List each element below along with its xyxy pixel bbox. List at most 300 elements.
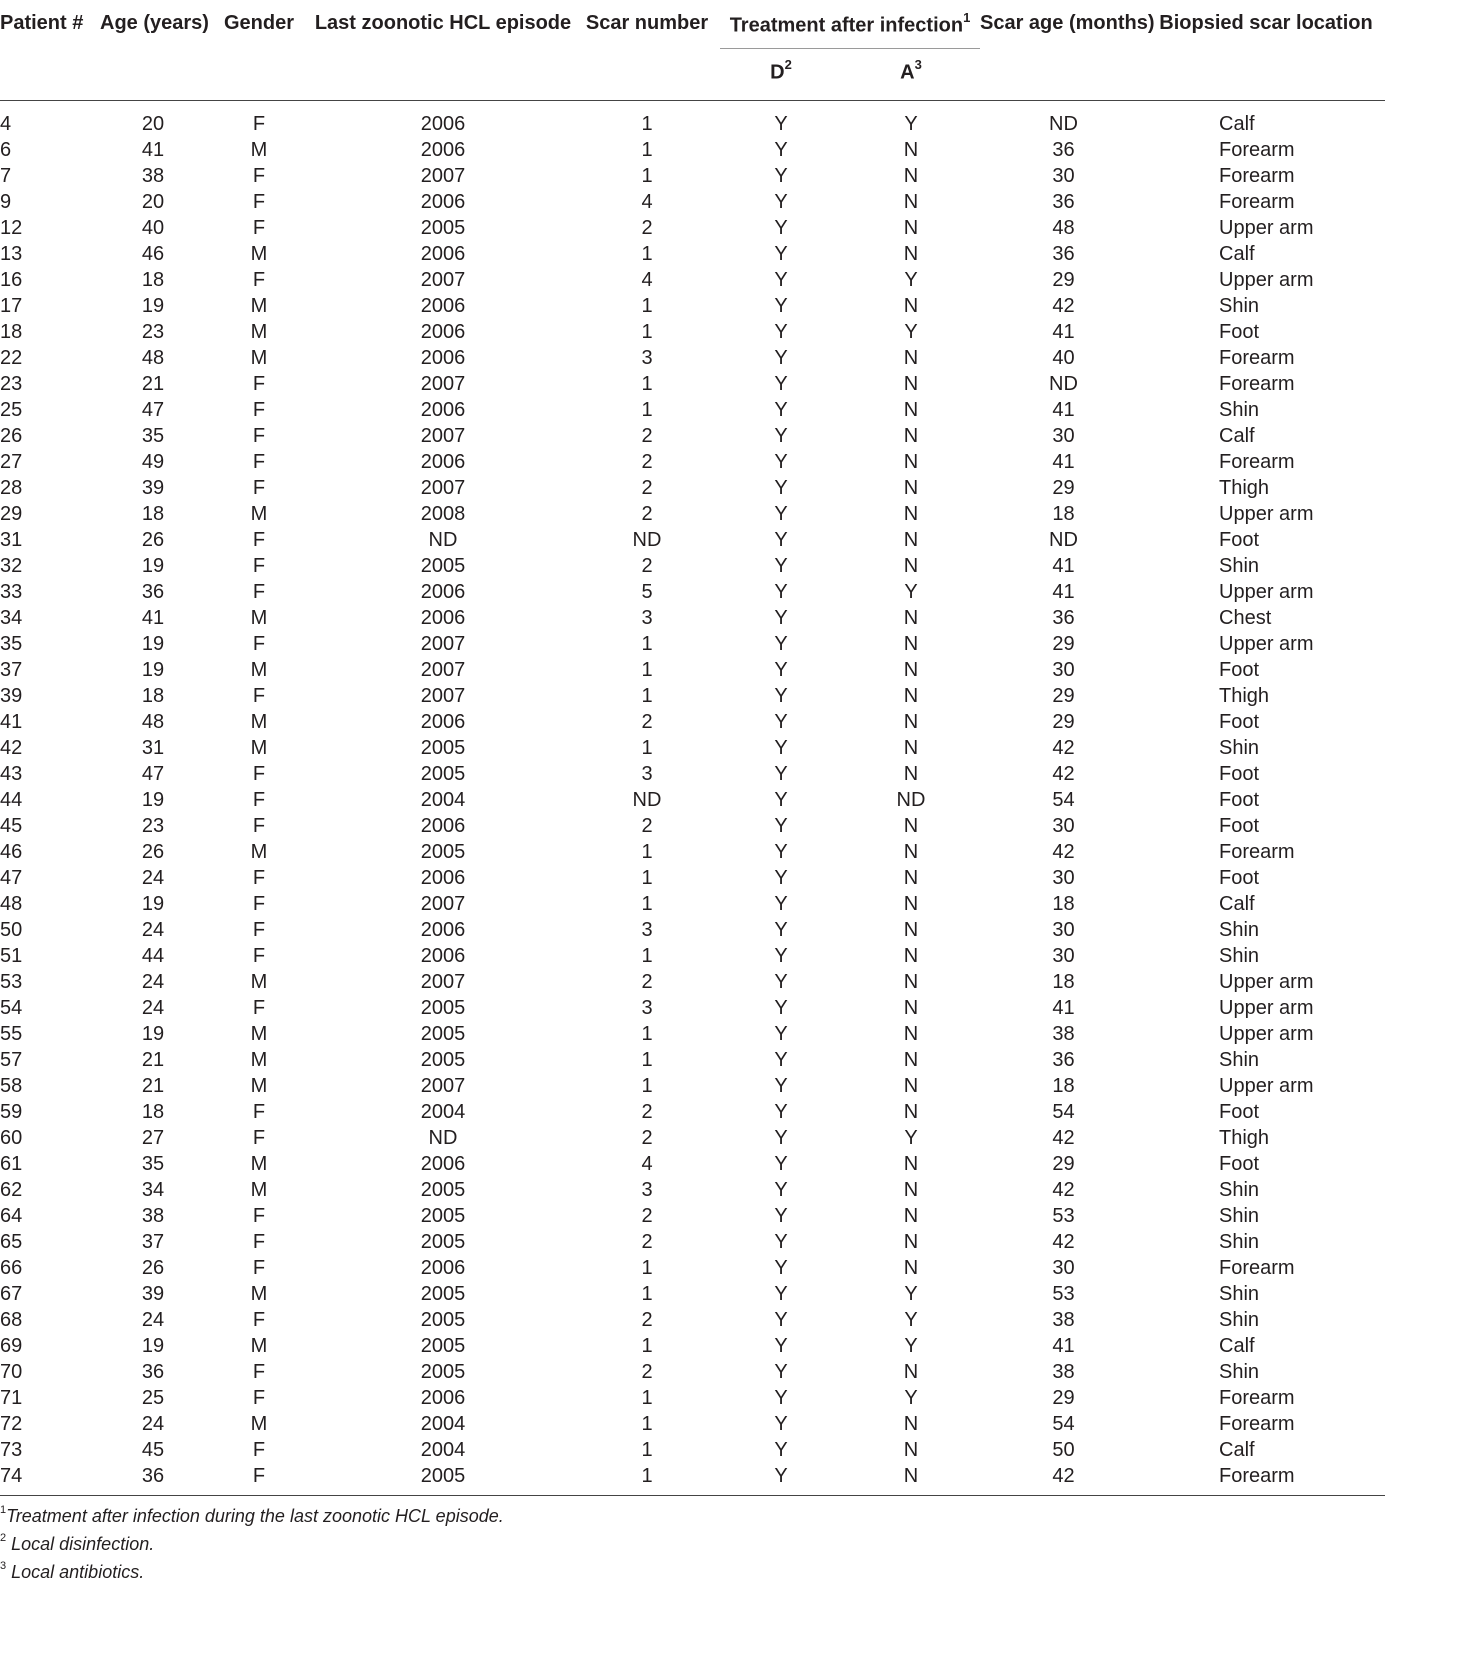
gender-cell: F bbox=[252, 1100, 266, 1123]
age-cell: 24 bbox=[141, 1412, 165, 1435]
treatment-d-cell: Y bbox=[774, 996, 788, 1019]
scar-number-cell: 2 bbox=[641, 1126, 653, 1149]
table-row bbox=[0, 1047, 1385, 1073]
treatment-d-cell: Y bbox=[774, 138, 788, 161]
treatment-d-cell: Y bbox=[774, 736, 788, 759]
scar-number-cell: 2 bbox=[641, 1308, 653, 1331]
patient-cell: 35 bbox=[0, 632, 23, 655]
header-treatment-footnote-mark: 1 bbox=[963, 10, 971, 25]
age-cell: 35 bbox=[141, 424, 165, 447]
last-episode-cell: 2007 bbox=[420, 424, 466, 447]
table-row bbox=[0, 891, 1385, 917]
patient-cell: 55 bbox=[0, 1022, 23, 1045]
patient-cell: 66 bbox=[0, 1256, 23, 1279]
scar-number-cell: 1 bbox=[641, 944, 653, 967]
treatment-d-cell: Y bbox=[774, 320, 788, 343]
treatment-a-cell: N bbox=[903, 502, 919, 525]
last-episode-cell: 2005 bbox=[420, 996, 466, 1019]
treatment-a-cell: N bbox=[903, 762, 919, 785]
scar-number-cell: 1 bbox=[641, 632, 653, 655]
age-cell: 18 bbox=[141, 502, 165, 525]
patient-cell: 37 bbox=[0, 658, 23, 681]
last-episode-cell: 2007 bbox=[420, 632, 466, 655]
location-cell: Shin bbox=[1219, 398, 1260, 421]
scar-number-cell: 1 bbox=[641, 398, 653, 421]
treatment-d-cell: Y bbox=[774, 346, 788, 369]
last-episode-cell: 2005 bbox=[420, 1022, 466, 1045]
scar-number-cell: 1 bbox=[641, 164, 653, 187]
scar-age-cell: 41 bbox=[1052, 996, 1075, 1019]
treatment-a-cell: N bbox=[903, 346, 919, 369]
scar-age-cell: 42 bbox=[1052, 736, 1075, 759]
age-cell: 23 bbox=[141, 814, 165, 837]
scar-age-cell: 30 bbox=[1052, 918, 1075, 941]
location-cell: Foot bbox=[1219, 1152, 1260, 1175]
patient-cell: 41 bbox=[0, 710, 23, 733]
patient-cell: 72 bbox=[0, 1412, 23, 1435]
gender-cell: F bbox=[252, 164, 266, 187]
location-cell: Shin bbox=[1219, 1308, 1260, 1331]
last-episode-cell: 2006 bbox=[420, 398, 466, 421]
scar-age-cell: 30 bbox=[1052, 424, 1075, 447]
location-cell: Shin bbox=[1219, 736, 1260, 759]
scar-number-cell: 1 bbox=[641, 138, 653, 161]
age-cell: 45 bbox=[141, 1438, 165, 1461]
last-episode-cell: 2006 bbox=[420, 944, 466, 967]
last-episode-cell: 2005 bbox=[312, 1463, 574, 1496]
treatment-d-cell: Y bbox=[774, 658, 788, 681]
gender-cell: F bbox=[252, 476, 266, 499]
patient-cell: 4 bbox=[0, 112, 12, 135]
treatment-d-cell: Y bbox=[774, 1100, 788, 1123]
scar-number-cell: 2 bbox=[641, 1230, 653, 1253]
footnotes bbox=[0, 1500, 504, 1584]
treatment-d-cell: Y bbox=[774, 554, 788, 577]
location-cell: Chest bbox=[1219, 606, 1272, 629]
patient-cell: 17 bbox=[0, 294, 23, 317]
treatment-d-cell: Y bbox=[774, 1152, 788, 1175]
scar-age-cell: 38 bbox=[1052, 1022, 1075, 1045]
scar-age-cell: 29 bbox=[1052, 476, 1075, 499]
last-episode-cell: 2006 bbox=[420, 346, 466, 369]
age-cell: 21 bbox=[141, 1074, 165, 1097]
last-episode-cell: 2007 bbox=[420, 970, 466, 993]
treatment-d-cell: Y bbox=[774, 1178, 788, 1201]
location-cell: Shin bbox=[1219, 918, 1260, 941]
scar-number-cell: 1 bbox=[641, 1022, 653, 1045]
location-cell: Shin bbox=[1219, 1360, 1260, 1383]
scar-age-cell: 29 bbox=[1052, 632, 1075, 655]
age-cell: 39 bbox=[141, 476, 165, 499]
gender-cell: F bbox=[252, 268, 266, 291]
table-row bbox=[0, 995, 1385, 1021]
location-cell: Foot bbox=[1219, 528, 1260, 551]
patient-cell: 16 bbox=[0, 268, 23, 291]
last-episode-cell: 2006 bbox=[420, 320, 466, 343]
age-cell: 31 bbox=[141, 736, 165, 759]
gender-cell: F bbox=[252, 528, 266, 551]
treatment-d-cell: Y bbox=[774, 528, 788, 551]
location-cell: Forearm bbox=[1219, 1386, 1295, 1409]
last-episode-cell: 2006 bbox=[420, 814, 466, 837]
patient-cell: 18 bbox=[0, 320, 23, 343]
scar-age-cell: 42 bbox=[1052, 762, 1075, 785]
footnote bbox=[0, 1500, 504, 1528]
age-cell: 18 bbox=[141, 684, 165, 707]
scar-number-cell: 2 bbox=[641, 554, 653, 577]
treatment-a-cell: N bbox=[903, 1074, 919, 1097]
last-episode-cell: 2004 bbox=[420, 1438, 466, 1461]
scar-number-cell: 1 bbox=[641, 1074, 653, 1097]
last-episode-cell: 2006 bbox=[420, 190, 466, 213]
age-cell: 36 bbox=[141, 580, 165, 603]
treatment-a-cell: N bbox=[903, 814, 919, 837]
table-row bbox=[0, 293, 1385, 319]
age-cell: 19 bbox=[141, 554, 165, 577]
scar-age-cell: 38 bbox=[1052, 1308, 1075, 1331]
gender-cell: F bbox=[252, 1256, 266, 1279]
last-episode-cell: 2007 bbox=[420, 164, 466, 187]
scar-number-cell: 3 bbox=[641, 1178, 653, 1201]
age-cell: 19 bbox=[141, 1334, 165, 1357]
patient-cell: 68 bbox=[0, 1308, 23, 1331]
scar-number-cell: 5 bbox=[641, 580, 653, 603]
treatment-d-cell: Y bbox=[774, 840, 788, 863]
patient-cell: 64 bbox=[0, 1204, 23, 1227]
age-cell: 19 bbox=[141, 788, 165, 811]
table-row bbox=[0, 501, 1385, 527]
gender-cell: F bbox=[252, 450, 266, 473]
patient-cell: 73 bbox=[0, 1438, 23, 1461]
patient-cell: 22 bbox=[0, 346, 23, 369]
location-cell: Upper arm bbox=[1219, 970, 1314, 993]
age-cell: 23 bbox=[141, 320, 165, 343]
gender-cell: F bbox=[252, 1360, 266, 1383]
location-cell: Shin bbox=[1219, 1048, 1260, 1071]
gender-cell: M bbox=[250, 1048, 268, 1071]
age-cell: 48 bbox=[141, 710, 165, 733]
header-treatment bbox=[720, 0, 980, 48]
scar-age-cell: 41 bbox=[1052, 320, 1075, 343]
table-row bbox=[0, 475, 1385, 501]
table-row bbox=[0, 1333, 1385, 1359]
gender-cell: M bbox=[250, 840, 268, 863]
treatment-a-cell: N bbox=[903, 1230, 919, 1253]
gender-cell: F bbox=[206, 1463, 312, 1496]
last-episode-cell: 2007 bbox=[420, 476, 466, 499]
table-row bbox=[0, 839, 1385, 865]
treatment-d-cell: Y bbox=[774, 892, 788, 915]
header-patient: Patient # bbox=[0, 0, 100, 100]
scar-number-cell: 1 bbox=[641, 892, 653, 915]
age-cell: 19 bbox=[141, 1022, 165, 1045]
patient-cell: 27 bbox=[0, 450, 23, 473]
table-row bbox=[0, 1437, 1385, 1463]
last-episode-cell: 2004 bbox=[420, 1412, 466, 1435]
location-cell: Forearm bbox=[1219, 164, 1295, 187]
table-row bbox=[0, 189, 1385, 215]
patient-cell: 33 bbox=[0, 580, 23, 603]
treatment-d-cell: Y bbox=[774, 1074, 788, 1097]
table-row bbox=[0, 1229, 1385, 1255]
patient-cell: 74 bbox=[0, 1463, 100, 1496]
treatment-a-cell: Y bbox=[904, 1308, 918, 1331]
scar-number-cell: 2 bbox=[641, 502, 653, 525]
treatment-a-cell: N bbox=[903, 606, 919, 629]
scar-number-cell: 1 bbox=[641, 1412, 653, 1435]
treatment-a-cell: Y bbox=[904, 1386, 918, 1409]
location-cell: Shin bbox=[1219, 944, 1260, 967]
gender-cell: F bbox=[252, 1386, 266, 1409]
gender-cell: F bbox=[252, 684, 266, 707]
treatment-d-cell: Y bbox=[774, 112, 788, 135]
scar-number-cell: 2 bbox=[641, 450, 653, 473]
location-cell: Thigh bbox=[1219, 1126, 1270, 1149]
header-scar-age: Scar age (months) bbox=[980, 0, 1147, 100]
age-cell: 40 bbox=[141, 216, 165, 239]
location-cell: Foot bbox=[1219, 1100, 1260, 1123]
patient-cell: 50 bbox=[0, 918, 23, 941]
scar-number-cell: 2 bbox=[641, 216, 653, 239]
patient-cell: 62 bbox=[0, 1178, 23, 1201]
table-row bbox=[0, 553, 1385, 579]
treatment-a-cell: N bbox=[903, 970, 919, 993]
treatment-a-cell: N bbox=[903, 866, 919, 889]
scar-age-cell: 36 bbox=[1052, 138, 1075, 161]
age-cell: 36 bbox=[100, 1463, 206, 1496]
last-episode-cell: 2007 bbox=[420, 1074, 466, 1097]
gender-cell: M bbox=[250, 242, 268, 265]
scar-age-cell: 36 bbox=[1052, 1048, 1075, 1071]
age-cell: 24 bbox=[141, 918, 165, 941]
footnote-text: Local antibiotics. bbox=[6, 1562, 145, 1582]
header-d-footnote-mark: 2 bbox=[784, 56, 792, 72]
gender-cell: M bbox=[250, 970, 268, 993]
scar-age-cell: 30 bbox=[1052, 814, 1075, 837]
treatment-d-cell: Y bbox=[774, 1360, 788, 1383]
treatment-d-cell: Y bbox=[774, 1126, 788, 1149]
treatment-d-cell: Y bbox=[774, 1282, 788, 1305]
age-cell: 18 bbox=[141, 268, 165, 291]
age-cell: 21 bbox=[141, 1048, 165, 1071]
patient-cell: 32 bbox=[0, 554, 23, 577]
location-cell: Calf bbox=[1219, 424, 1255, 447]
last-episode-cell: 2006 bbox=[420, 242, 466, 265]
table-row bbox=[0, 449, 1385, 475]
location-cell: Upper arm bbox=[1219, 1074, 1314, 1097]
treatment-a-cell: N bbox=[903, 554, 919, 577]
scar-number-cell: 2 bbox=[641, 476, 653, 499]
patient-cell: 71 bbox=[0, 1386, 23, 1409]
last-episode-cell: 2006 bbox=[420, 866, 466, 889]
scar-age-cell: 30 bbox=[1052, 1256, 1075, 1279]
location-cell: Forearm bbox=[1219, 138, 1295, 161]
age-cell: 24 bbox=[141, 996, 165, 1019]
scar-number-cell: 1 bbox=[641, 242, 653, 265]
location-cell: Foot bbox=[1219, 814, 1260, 837]
patient-cell: 59 bbox=[0, 1100, 23, 1123]
location-cell: Calf bbox=[1219, 1438, 1255, 1461]
scar-age-cell: 41 bbox=[1052, 554, 1075, 577]
scar-age-cell: 29 bbox=[1052, 684, 1075, 707]
treatment-d-cell: Y bbox=[774, 398, 788, 421]
table-row bbox=[0, 735, 1385, 761]
table-row bbox=[0, 1099, 1385, 1125]
header-a-label: A bbox=[900, 61, 915, 84]
gender-cell: M bbox=[250, 606, 268, 629]
scar-age-cell: 18 bbox=[1052, 892, 1075, 915]
treatment-a-cell: N bbox=[903, 736, 919, 759]
scar-number-cell: 3 bbox=[641, 606, 653, 629]
scar-age-cell: ND bbox=[1049, 112, 1078, 135]
last-episode-cell: 2006 bbox=[420, 710, 466, 733]
gender-cell: F bbox=[252, 554, 266, 577]
treatment-d-cell: Y bbox=[774, 268, 788, 291]
treatment-d-cell: Y bbox=[774, 762, 788, 785]
gender-cell: F bbox=[252, 1230, 266, 1253]
treatment-a-cell: N bbox=[903, 1152, 919, 1175]
location-cell: Upper arm bbox=[1219, 996, 1314, 1019]
table-row bbox=[0, 943, 1385, 969]
patient-cell: 6 bbox=[0, 138, 12, 161]
treatment-d-cell: Y bbox=[774, 1334, 788, 1357]
table-row bbox=[0, 1411, 1385, 1437]
last-episode-cell: 2004 bbox=[420, 788, 466, 811]
scar-number-cell: 1 bbox=[641, 840, 653, 863]
patient-cell: 29 bbox=[0, 502, 23, 525]
scar-number-cell: 1 bbox=[641, 658, 653, 681]
gender-cell: F bbox=[252, 788, 266, 811]
treatment-a-cell: N bbox=[903, 216, 919, 239]
scar-number-cell: 1 bbox=[641, 1256, 653, 1279]
treatment-d-cell: Y bbox=[774, 866, 788, 889]
header-scar-number: Scar number bbox=[574, 0, 720, 100]
gender-cell: F bbox=[252, 216, 266, 239]
treatment-d-cell: Y bbox=[774, 710, 788, 733]
scar-age-cell: 42 bbox=[1052, 1126, 1075, 1149]
patient-cell: 26 bbox=[0, 424, 23, 447]
last-episode-cell: 2006 bbox=[420, 918, 466, 941]
treatment-d-cell: Y bbox=[774, 1412, 788, 1435]
age-cell: 41 bbox=[141, 606, 165, 629]
header-last-episode: Last zoonotic HCL episode bbox=[312, 0, 574, 100]
treatment-d-cell: Y bbox=[774, 1386, 788, 1409]
scar-number-cell: ND bbox=[632, 788, 662, 811]
scar-number-cell: 4 bbox=[641, 1152, 653, 1175]
treatment-a-cell: N bbox=[842, 1463, 980, 1496]
last-episode-cell: 2006 bbox=[420, 112, 466, 135]
patient-cell: 48 bbox=[0, 892, 23, 915]
scar-age-cell: 30 bbox=[1052, 164, 1075, 187]
age-cell: 27 bbox=[141, 1126, 165, 1149]
table-row bbox=[0, 787, 1385, 813]
scar-number-cell: 4 bbox=[641, 268, 653, 291]
patient-cell: 65 bbox=[0, 1230, 23, 1253]
footnote bbox=[0, 1528, 504, 1556]
treatment-a-cell: Y bbox=[904, 1282, 918, 1305]
treatment-a-cell: N bbox=[903, 710, 919, 733]
scar-age-cell: 18 bbox=[1052, 502, 1075, 525]
treatment-a-cell: N bbox=[903, 242, 919, 265]
last-episode-cell: 2007 bbox=[420, 892, 466, 915]
treatment-d-cell: Y bbox=[774, 1204, 788, 1227]
gender-cell: F bbox=[252, 892, 266, 915]
age-cell: 36 bbox=[141, 1360, 165, 1383]
header-d bbox=[720, 48, 842, 100]
table-row bbox=[0, 423, 1385, 449]
age-cell: 35 bbox=[141, 1152, 165, 1175]
table-row bbox=[0, 1177, 1385, 1203]
gender-cell: F bbox=[252, 814, 266, 837]
gender-cell: F bbox=[252, 1308, 266, 1331]
treatment-a-cell: N bbox=[903, 632, 919, 655]
treatment-a-cell: N bbox=[903, 1412, 919, 1435]
patient-cell: 23 bbox=[0, 372, 23, 395]
patient-cell: 47 bbox=[0, 866, 23, 889]
treatment-d-cell: Y bbox=[774, 632, 788, 655]
patient-cell: 31 bbox=[0, 528, 23, 551]
gender-cell: M bbox=[250, 710, 268, 733]
location-cell: Foot bbox=[1219, 710, 1260, 733]
scar-age-cell: 29 bbox=[1052, 710, 1075, 733]
scar-number-cell: 1 bbox=[641, 866, 653, 889]
gender-cell: F bbox=[252, 996, 266, 1019]
gender-cell: M bbox=[250, 1022, 268, 1045]
location-cell: Upper arm bbox=[1219, 268, 1314, 291]
treatment-d-cell: Y bbox=[774, 580, 788, 603]
treatment-a-cell: N bbox=[903, 1022, 919, 1045]
treatment-a-cell: N bbox=[903, 1100, 919, 1123]
location-cell: Forearm bbox=[1219, 1256, 1295, 1279]
scar-age-cell: 54 bbox=[1052, 788, 1075, 811]
scar-age-cell: 41 bbox=[1052, 580, 1075, 603]
age-cell: 47 bbox=[141, 762, 165, 785]
scar-number-cell: 1 bbox=[641, 112, 653, 135]
treatment-a-cell: N bbox=[903, 996, 919, 1019]
header-location: Biopsied scar location bbox=[1147, 0, 1385, 100]
treatment-d-cell: Y bbox=[774, 684, 788, 707]
table-row bbox=[0, 605, 1385, 631]
footnote-text: Treatment after infection during the last zoonotic HCL episode. bbox=[6, 1506, 504, 1526]
last-episode-cell: 2006 bbox=[420, 294, 466, 317]
treatment-a-cell: Y bbox=[904, 320, 918, 343]
treatment-d-cell: Y bbox=[774, 502, 788, 525]
last-episode-cell: 2006 bbox=[420, 606, 466, 629]
treatment-d-cell: Y bbox=[774, 294, 788, 317]
scar-age-cell: 29 bbox=[1052, 1386, 1075, 1409]
gender-cell: M bbox=[250, 1334, 268, 1357]
last-episode-cell: 2006 bbox=[420, 1256, 466, 1279]
table-row bbox=[0, 1359, 1385, 1385]
treatment-a-cell: N bbox=[903, 294, 919, 317]
location-cell: Shin bbox=[1219, 554, 1260, 577]
scar-age-cell: 41 bbox=[1052, 398, 1075, 421]
table-row bbox=[0, 1385, 1385, 1411]
location-cell: Thigh bbox=[1219, 684, 1270, 707]
last-episode-cell: 2005 bbox=[420, 1282, 466, 1305]
table-row bbox=[0, 579, 1385, 605]
patient-cell: 69 bbox=[0, 1334, 23, 1357]
table-row bbox=[0, 241, 1385, 267]
scar-number-cell: 3 bbox=[641, 918, 653, 941]
table-row bbox=[0, 397, 1385, 423]
gender-cell: F bbox=[252, 762, 266, 785]
footnote-text: Local disinfection. bbox=[6, 1534, 155, 1554]
scar-age-cell: 50 bbox=[1052, 1438, 1075, 1461]
treatment-a-cell: N bbox=[903, 398, 919, 421]
gender-cell: M bbox=[250, 1152, 268, 1175]
location-cell: Forearm bbox=[1219, 1412, 1295, 1435]
